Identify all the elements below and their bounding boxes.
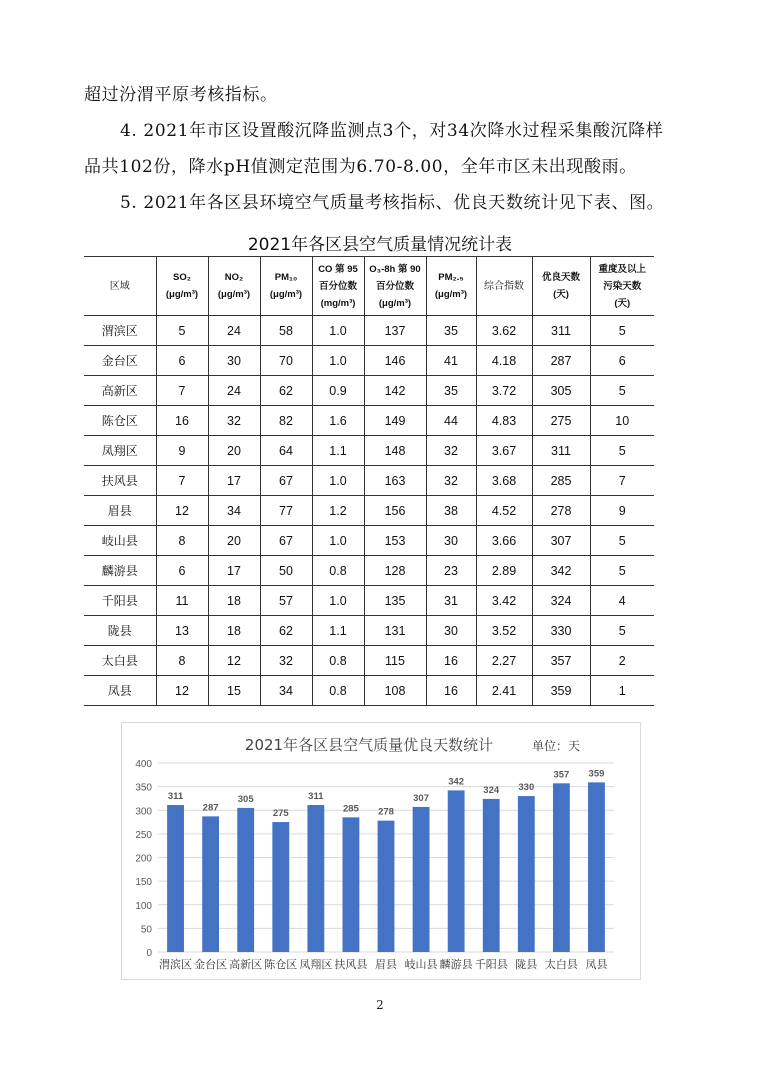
table-cell: 153 xyxy=(364,526,426,556)
table-cell: 324 xyxy=(532,586,590,616)
bar xyxy=(343,817,360,952)
table-cell: 17 xyxy=(208,556,260,586)
region-cell: 扶风县 xyxy=(84,466,156,496)
table-cell: 1.6 xyxy=(312,406,364,436)
table-header-cell xyxy=(84,257,156,316)
table-header-text: (μg/m³) xyxy=(378,297,412,309)
table-row xyxy=(84,646,654,676)
x-tick-label: 千阳县 xyxy=(474,958,508,971)
y-tick-label: 100 xyxy=(135,900,152,912)
x-tick-label: 凤翔区 xyxy=(299,958,333,971)
x-tick-label: 高新区 xyxy=(229,958,263,971)
table-cell: 35 xyxy=(426,376,476,406)
bar-value-label: 324 xyxy=(483,784,500,796)
table-cell: 24 xyxy=(208,316,260,346)
table-cell: 6 xyxy=(156,556,208,586)
table-cell: 305 xyxy=(532,376,590,406)
y-tick-label: 200 xyxy=(135,853,152,865)
table-header-cell xyxy=(532,257,590,316)
region-cell: 渭滨区 xyxy=(84,316,156,346)
bar-value-label: 330 xyxy=(518,782,535,794)
table-cell: 70 xyxy=(260,346,312,376)
table-cell: 15 xyxy=(208,676,260,706)
table-cell: 285 xyxy=(532,466,590,496)
table-row xyxy=(84,316,654,346)
table-cell: 131 xyxy=(364,616,426,646)
bar-chart xyxy=(121,722,641,980)
table-cell: 5 xyxy=(590,526,654,556)
table-title: 2021年各区县空气质量情况统计表 xyxy=(247,235,513,255)
table-row xyxy=(84,436,654,466)
table-row xyxy=(84,616,654,646)
table-cell: 311 xyxy=(532,436,590,466)
x-tick-label: 凤县 xyxy=(585,958,608,971)
region-cell: 麟游县 xyxy=(84,556,156,586)
y-tick-label: 400 xyxy=(135,759,152,770)
table-cell: 12 xyxy=(208,646,260,676)
table-header-cell xyxy=(476,257,532,316)
table-row xyxy=(84,346,654,376)
table-cell: 32 xyxy=(426,436,476,466)
table-cell: 50 xyxy=(260,556,312,586)
table-cell: 62 xyxy=(260,616,312,646)
bar xyxy=(413,807,430,952)
table-cell: 149 xyxy=(364,406,426,436)
table-cell: 2 xyxy=(590,646,654,676)
table-row xyxy=(84,496,654,526)
bar-chart-svg xyxy=(122,723,640,979)
table-row xyxy=(84,586,654,616)
table-cell: 108 xyxy=(364,676,426,706)
table-cell: 31 xyxy=(426,586,476,616)
bar xyxy=(553,783,570,952)
bar xyxy=(518,796,535,952)
page-number: 2 xyxy=(376,998,384,1012)
table-cell: 13 xyxy=(156,616,208,646)
table-cell: 1.1 xyxy=(312,436,364,466)
table-cell: 330 xyxy=(532,616,590,646)
table-cell: 30 xyxy=(426,526,476,556)
bar-value-label: 275 xyxy=(272,808,289,820)
table-header-text: 百分位数 xyxy=(318,280,357,292)
paragraph-3: 品共102份，降水pH值测定范围为6.70-8.00，全年市区未出现酸雨。 xyxy=(84,157,637,177)
y-tick-label: 150 xyxy=(135,877,152,889)
x-tick-label: 太白县 xyxy=(544,958,578,971)
table-cell: 12 xyxy=(156,496,208,526)
chart-unit-label: 单位：天 xyxy=(531,739,581,753)
table-cell: 146 xyxy=(364,346,426,376)
table-cell: 0.8 xyxy=(312,676,364,706)
region-cell: 凤县 xyxy=(84,676,156,706)
table-header-cell xyxy=(260,257,312,316)
table-cell: 41 xyxy=(426,346,476,376)
table-cell: 82 xyxy=(260,406,312,436)
table-header-text: 优良天数 xyxy=(541,272,580,283)
table-cell: 359 xyxy=(532,676,590,706)
bar-value-label: 342 xyxy=(448,776,465,788)
region-cell: 陇县 xyxy=(84,616,156,646)
table-header-text: O₃-8h 第 90 xyxy=(369,263,421,275)
table-cell: 7 xyxy=(156,376,208,406)
table-cell: 3.62 xyxy=(476,316,532,346)
bar xyxy=(588,782,605,952)
chart-y-ticks xyxy=(135,759,152,959)
table-cell: 18 xyxy=(208,616,260,646)
table-cell: 20 xyxy=(208,436,260,466)
table-cell: 67 xyxy=(260,526,312,556)
table-cell: 3.68 xyxy=(476,466,532,496)
table-cell: 10 xyxy=(590,406,654,436)
table-header-text: 百分位数 xyxy=(375,280,414,292)
table-cell: 2.27 xyxy=(476,646,532,676)
table-cell: 275 xyxy=(532,406,590,436)
table-header-text: (μg/m³) xyxy=(165,289,199,300)
bar-value-label: 305 xyxy=(237,793,254,805)
table-cell: 12 xyxy=(156,676,208,706)
x-tick-label: 渭滨区 xyxy=(159,958,193,971)
table-row xyxy=(84,466,654,496)
table-cell: 357 xyxy=(532,646,590,676)
bar-value-label: 311 xyxy=(167,791,184,803)
table-cell: 1.0 xyxy=(312,316,364,346)
table-cell: 148 xyxy=(364,436,426,466)
region-cell: 岐山县 xyxy=(84,526,156,556)
table-cell: 3.52 xyxy=(476,616,532,646)
table-cell: 5 xyxy=(590,376,654,406)
table-header-text: (天) xyxy=(614,297,631,309)
table-cell: 7 xyxy=(590,466,654,496)
table-cell: 4.83 xyxy=(476,406,532,436)
table-header-cell xyxy=(156,257,208,316)
y-tick-label: 250 xyxy=(135,829,152,841)
table-header-text: SO₂ xyxy=(173,272,191,283)
table-cell: 163 xyxy=(364,466,426,496)
table-cell: 0.9 xyxy=(312,376,364,406)
table-cell: 137 xyxy=(364,316,426,346)
table-cell: 30 xyxy=(426,616,476,646)
table-cell: 278 xyxy=(532,496,590,526)
paragraph-1: 超过汾渭平原考核指标。 xyxy=(84,85,278,105)
table-cell: 34 xyxy=(260,676,312,706)
table-body xyxy=(84,316,654,706)
table-cell: 6 xyxy=(156,346,208,376)
x-tick-label: 陇县 xyxy=(515,958,538,971)
table-header-text: NO₂ xyxy=(224,272,244,283)
table-cell: 8 xyxy=(156,526,208,556)
region-cell: 太白县 xyxy=(84,646,156,676)
table-cell: 3.42 xyxy=(476,586,532,616)
table-cell: 5 xyxy=(590,316,654,346)
table-cell: 57 xyxy=(260,586,312,616)
table-cell: 1.0 xyxy=(312,466,364,496)
bar-value-label: 359 xyxy=(588,768,605,780)
table-cell: 3.67 xyxy=(476,436,532,466)
table-cell: 32 xyxy=(208,406,260,436)
table-cell: 64 xyxy=(260,436,312,466)
region-cell: 千阳县 xyxy=(84,586,156,616)
table-header-cell xyxy=(426,257,476,316)
table-cell: 1.0 xyxy=(312,346,364,376)
table-header-cell xyxy=(590,257,654,316)
table-cell: 4.52 xyxy=(476,496,532,526)
table-cell: 2.89 xyxy=(476,556,532,586)
bar-value-label: 357 xyxy=(553,769,570,781)
bar xyxy=(202,816,219,952)
region-cell: 凤翔区 xyxy=(84,436,156,466)
table-cell: 30 xyxy=(208,346,260,376)
table-cell: 1.2 xyxy=(312,496,364,526)
table-cell: 44 xyxy=(426,406,476,436)
bar xyxy=(272,822,289,952)
table-cell: 311 xyxy=(532,316,590,346)
table-cell: 156 xyxy=(364,496,426,526)
y-tick-label: 0 xyxy=(146,948,152,959)
table-cell: 32 xyxy=(426,466,476,496)
table-cell: 115 xyxy=(364,646,426,676)
region-cell: 金台区 xyxy=(84,346,156,376)
table-cell: 5 xyxy=(590,556,654,586)
table-cell: 67 xyxy=(260,466,312,496)
bar xyxy=(167,805,184,952)
bar-value-label: 311 xyxy=(308,791,324,803)
table-cell: 4 xyxy=(590,586,654,616)
table-cell: 1.1 xyxy=(312,616,364,646)
table-header-text: (μg/m³) xyxy=(217,289,251,300)
table-cell: 16 xyxy=(426,646,476,676)
bar-value-label: 278 xyxy=(378,806,394,818)
y-tick-label: 50 xyxy=(140,924,152,936)
table-cell: 6 xyxy=(590,346,654,376)
table-cell: 24 xyxy=(208,376,260,406)
bar xyxy=(448,790,465,952)
chart-x-ticks xyxy=(159,957,607,971)
table-header-cell xyxy=(364,257,426,316)
table-cell: 77 xyxy=(260,496,312,526)
table-cell: 1 xyxy=(590,676,654,706)
bar xyxy=(237,808,254,952)
table-header-text: 污染天数 xyxy=(603,280,642,292)
bar-value-label: 307 xyxy=(413,792,430,804)
region-cell: 高新区 xyxy=(84,376,156,406)
table-cell: 307 xyxy=(532,526,590,556)
table-header-text: 综合指数 xyxy=(484,280,524,292)
bar-value-label: 287 xyxy=(202,802,219,814)
table-cell: 11 xyxy=(156,586,208,616)
table-cell: 1.0 xyxy=(312,586,364,616)
table-header-text: (μg/m³) xyxy=(434,289,468,300)
table-cell: 16 xyxy=(156,406,208,436)
table-cell: 142 xyxy=(364,376,426,406)
x-tick-label: 扶风县 xyxy=(334,958,368,971)
table-cell: 58 xyxy=(260,316,312,346)
bar-value-label: 285 xyxy=(342,803,359,815)
table-header-cell xyxy=(208,257,260,316)
table-cell: 5 xyxy=(590,616,654,646)
table-header-text: CO 第 95 xyxy=(318,263,358,275)
table-header-text: 重度及以上 xyxy=(598,263,646,275)
table-cell: 34 xyxy=(208,496,260,526)
chart-data-labels xyxy=(168,768,605,819)
table-cell: 18 xyxy=(208,586,260,616)
x-tick-label: 岐山县 xyxy=(404,958,438,971)
table-row xyxy=(84,556,654,586)
paragraph-4: 5. 2021年各区县环境空气质量考核指标、优良天数统计见下表、图。 xyxy=(120,193,665,213)
table-cell: 1.0 xyxy=(312,526,364,556)
table-cell: 20 xyxy=(208,526,260,556)
table-row xyxy=(84,676,654,706)
table-cell: 8 xyxy=(156,646,208,676)
x-tick-label: 陈仓区 xyxy=(264,958,298,971)
table-header-text: PM₁₀ xyxy=(274,272,298,283)
table-cell: 9 xyxy=(156,436,208,466)
table-cell: 38 xyxy=(426,496,476,526)
table-header-text: PM₂.₅ xyxy=(438,272,464,283)
y-tick-label: 300 xyxy=(135,806,152,818)
table-cell: 2.41 xyxy=(476,676,532,706)
table-cell: 342 xyxy=(532,556,590,586)
bar xyxy=(483,799,500,952)
table-cell: 4.18 xyxy=(476,346,532,376)
table-cell: 17 xyxy=(208,466,260,496)
table-cell: 23 xyxy=(426,556,476,586)
table-cell: 7 xyxy=(156,466,208,496)
region-cell: 陈仓区 xyxy=(84,406,156,436)
region-cell: 眉县 xyxy=(84,496,156,526)
table-cell: 62 xyxy=(260,376,312,406)
chart-title: 2021年各区县空气质量优良天数统计 xyxy=(244,736,494,754)
table-cell: 32 xyxy=(260,646,312,676)
table-cell: 3.66 xyxy=(476,526,532,556)
table-cell: 5 xyxy=(590,436,654,466)
table-cell: 0.8 xyxy=(312,556,364,586)
table-row xyxy=(84,406,654,436)
x-tick-label: 眉县 xyxy=(375,958,397,971)
table-header-row xyxy=(84,257,654,316)
table-header-cell xyxy=(312,257,364,316)
table-header-text: (mg/m³) xyxy=(320,297,356,309)
table-cell: 5 xyxy=(156,316,208,346)
air-quality-table xyxy=(84,256,654,706)
table-cell: 3.72 xyxy=(476,376,532,406)
table-cell: 135 xyxy=(364,586,426,616)
table-header-text: (天) xyxy=(553,289,569,300)
y-tick-label: 350 xyxy=(135,782,152,794)
table-header-text: 区域 xyxy=(109,280,130,292)
table-row xyxy=(84,376,654,406)
bar xyxy=(307,805,324,952)
paragraph-2: 4. 2021年市区设置酸沉降监测点3个，对34次降水过程采集酸沉降样 xyxy=(120,121,664,141)
table-cell: 128 xyxy=(364,556,426,586)
table-row xyxy=(84,526,654,556)
table-cell: 0.8 xyxy=(312,646,364,676)
x-tick-label: 麟游县 xyxy=(439,958,473,971)
x-tick-label: 金台区 xyxy=(194,958,228,971)
bar xyxy=(378,821,395,952)
table-cell: 287 xyxy=(532,346,590,376)
table-cell: 16 xyxy=(426,676,476,706)
table-cell: 35 xyxy=(426,316,476,346)
table-cell: 9 xyxy=(590,496,654,526)
table-header-text: (μg/m³) xyxy=(269,289,303,300)
